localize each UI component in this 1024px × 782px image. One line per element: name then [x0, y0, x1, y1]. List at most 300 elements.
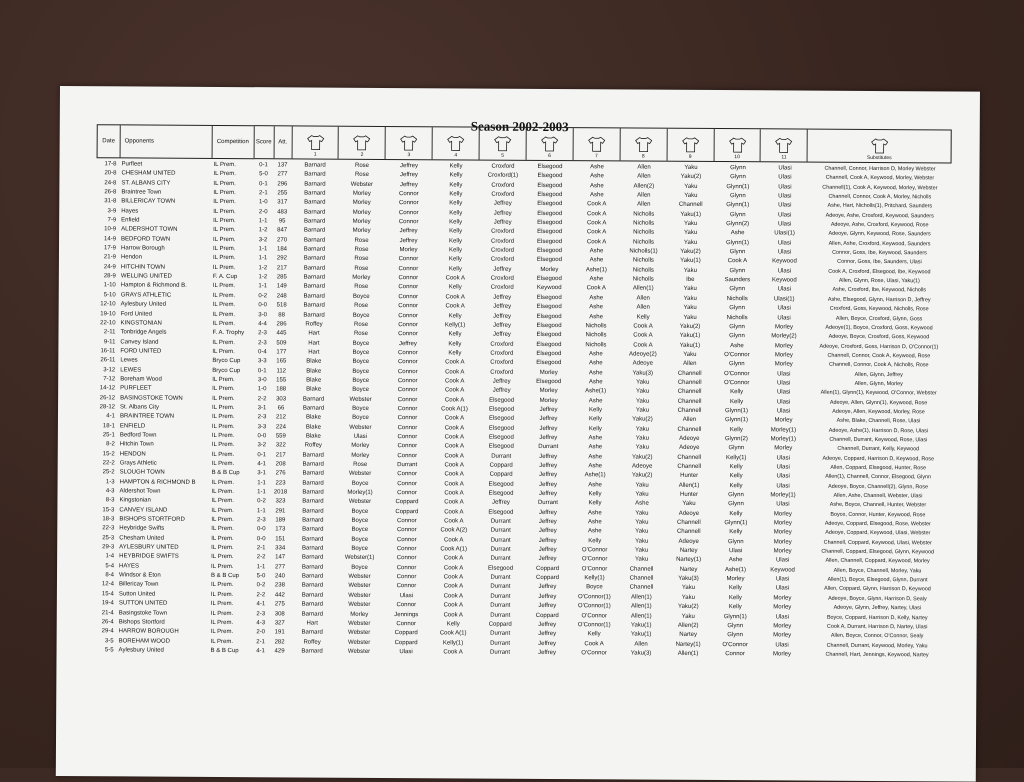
player-7-cell: Cook A: [586, 238, 607, 246]
attendance-cell: 208: [275, 461, 286, 468]
player-6-cell: Morley: [539, 397, 558, 404]
player-10-cell: Glynn: [729, 333, 745, 340]
player-5-cell: Durrant: [490, 593, 511, 600]
opponent-cell: BILLERICAY TOWN: [121, 198, 176, 206]
competition-cell: IL Prem.: [212, 339, 235, 346]
attendance-cell: 217: [276, 265, 287, 272]
opponent-cell: Aylesbury United: [120, 301, 166, 308]
opponent-cell: Aylesbury United: [118, 647, 164, 654]
player-9-cell: Adeoye: [678, 538, 699, 545]
player-10-cell: Glynn: [730, 165, 746, 172]
player-5-cell: Jeffrey: [493, 294, 512, 301]
player-10-cell: Glynn: [728, 492, 744, 499]
opponent-cell: ALDERSHOT TOWN: [121, 226, 178, 234]
opponent-cell: SUTTON UNITED: [118, 600, 168, 607]
player-4-cell: Cook A: [444, 499, 464, 506]
player-5-cell: Elsegood: [488, 490, 514, 497]
player-9-cell: Yaku: [684, 183, 698, 190]
player-9-cell: Ibe: [686, 276, 695, 284]
attendance-cell: 240: [274, 573, 286, 580]
player-7-cell: Kelly: [588, 537, 602, 545]
player-10-cell: Glynn: [729, 267, 746, 274]
player-11-cell: Morley: [774, 352, 793, 359]
player-8-cell: Yaku: [635, 491, 649, 498]
competition-cell: Bryco Cup: [212, 367, 241, 374]
header-attendance: Att.: [274, 126, 292, 158]
substitutes-cell: Channell, Connor, Cook A, Morley, Nicholls: [828, 193, 932, 201]
player-3-cell: Connor: [396, 536, 417, 543]
player-1-cell: Barnard: [303, 227, 326, 235]
player-2-cell: Morley: [352, 218, 371, 225]
competition-cell: IL Prem.: [210, 619, 234, 626]
competition-cell: IL Prem.: [211, 507, 234, 514]
competition-cell: IL Prem.: [212, 395, 235, 402]
attendance-cell: 518: [276, 302, 287, 309]
competition-cell: IL Prem.: [210, 610, 234, 617]
attendance-cell: 317: [277, 199, 288, 206]
player-7-cell: Ashe: [589, 295, 604, 302]
player-11-cell: Ulasi: [775, 641, 789, 648]
shirt-number: 11: [781, 154, 787, 161]
player-10-cell: Glynn: [727, 632, 744, 639]
player-9-cell: Yaku: [683, 267, 698, 274]
opponent-cell: BRAINTREE TOWN: [119, 413, 175, 420]
attendance-cell: 296: [277, 181, 288, 188]
attendance-cell: 442: [274, 592, 285, 599]
player-8-cell: Nicholls: [632, 276, 654, 283]
player-1-cell: Barnard: [304, 162, 326, 169]
player-11-cell: Ulasi: [775, 585, 790, 592]
player-6-cell: Elsegood: [536, 341, 562, 348]
player-8-cell: Allen: [637, 164, 651, 171]
player-8-cell: Yaku: [635, 538, 649, 545]
player-2-cell: Morley: [352, 228, 371, 235]
player-11-cell: Ulasi: [778, 212, 792, 219]
player-4-cell: Kelly: [448, 350, 462, 357]
player-9-cell: Hunter: [679, 491, 699, 498]
player-11-cell: Morley(2): [771, 333, 797, 340]
player-3-cell: Durrant: [397, 462, 418, 469]
player-10-cell: Kelly: [729, 482, 743, 489]
substitutes-cell: Connor, Goss, Ibe, Keywood, Saunders: [832, 249, 927, 257]
player-6-cell: Jeffrey: [539, 453, 558, 460]
date-cell: 17-9: [103, 245, 117, 252]
player-4-cell: Cook A(2): [440, 527, 468, 534]
player-11-cell: Morley: [774, 342, 793, 350]
player-4-cell: Cook A: [444, 537, 464, 544]
player-8-cell: Allen: [636, 295, 650, 302]
player-1-cell: Barnard: [303, 218, 326, 225]
player-6-cell: Coppard: [535, 575, 560, 582]
player-1-cell: Blake: [305, 424, 321, 431]
player-5-cell: Durrant: [490, 518, 511, 525]
player-3-cell: Connor: [397, 424, 418, 431]
player-8-cell: Yaku: [635, 547, 649, 554]
player-11-cell: Ulasi: [777, 314, 791, 321]
player-3-cell: Connor: [396, 546, 417, 553]
player-4-cell: Cook A: [443, 649, 463, 656]
player-8-cell: Cook A: [633, 332, 653, 339]
competition-cell: IL Prem.: [213, 171, 236, 178]
player-5-cell: Croxford: [490, 257, 514, 264]
player-5-cell: Durrant: [490, 602, 511, 609]
shirt-icon: [352, 135, 372, 151]
header-substitutes: [808, 130, 951, 163]
substitutes-cell: Allen, Coppard, Elsegood, Hunter, Rose: [830, 464, 926, 472]
date-cell: 8-2: [106, 441, 115, 448]
player-10-cell: Glynn(2): [724, 436, 748, 443]
score-cell: 1-2: [258, 264, 268, 272]
player-8-cell: Cook A: [633, 342, 653, 349]
player-11-cell: Ulasi(1): [773, 296, 795, 303]
player-2-cell: Rose: [353, 330, 369, 338]
shirt-number: 5: [501, 152, 505, 159]
opponent-cell: PURFLEET: [120, 385, 152, 392]
player-10-cell: Glynn(1): [724, 520, 748, 527]
date-cell: 25-3: [102, 535, 115, 542]
substitutes-cell: Adeoye, Glynn, Jeffrey, Nartey, Ulasi: [833, 604, 922, 612]
player-8-cell: Allen(1): [630, 612, 652, 620]
player-2-cell: Morley: [352, 200, 371, 207]
player-9-cell: Channell: [676, 519, 701, 526]
date-cell: 15-2: [102, 450, 115, 457]
player-1-cell: Barnard: [303, 283, 325, 291]
date-cell: 12-10: [100, 301, 116, 308]
player-3-cell: Connor: [396, 555, 417, 562]
player-6-cell: Jeffrey: [539, 406, 558, 413]
attendance-cell: 173: [275, 526, 286, 533]
player-1-cell: Barnard: [301, 629, 323, 636]
player-4-cell: Cook A: [443, 583, 464, 590]
score-cell: 4-1: [256, 601, 266, 608]
player-4-cell: Cook A: [444, 453, 464, 460]
score-cell: 3-3: [257, 423, 267, 430]
player-9-cell: Channell: [677, 398, 702, 405]
competition-cell: IL Prem.: [210, 582, 234, 589]
player-11-cell: Morley(1): [770, 492, 796, 499]
player-5-cell: Coppard: [489, 462, 513, 469]
score-cell: 2-3: [256, 517, 266, 524]
player-7-cell: Kelly: [588, 416, 602, 423]
player-6-cell: Elsegood: [537, 182, 563, 189]
player-9-cell: Channell: [678, 202, 703, 209]
opponent-cell: Kingstonian: [119, 497, 151, 504]
player-3-cell: Connor: [398, 275, 419, 282]
player-11-cell: Ulasi: [778, 165, 792, 172]
header-date: Date: [98, 125, 121, 157]
player-1-cell: Roffey: [304, 442, 322, 449]
player-2-cell: Morley: [352, 190, 371, 197]
player-1-cell: Barnard: [302, 396, 325, 403]
player-6-cell: Elsegood: [536, 313, 562, 320]
player-10-cell: Ulasi: [728, 548, 743, 555]
date-cell: 22-3: [102, 525, 115, 532]
opponent-cell: BISHOPS STORTFORD: [119, 516, 185, 523]
player-4-cell: Kelly: [448, 312, 462, 319]
player-8-cell: Yaku: [635, 407, 650, 414]
attendance-cell: 483: [277, 209, 288, 216]
score-cell: 1-1: [258, 283, 268, 290]
player-3-cell: Jeffrey: [399, 228, 418, 235]
player-8-cell: Allen: [636, 304, 650, 311]
player-8-cell: Yaku(3): [630, 650, 652, 657]
player-10-cell: Glynn: [728, 361, 745, 368]
attendance-cell: 509: [276, 339, 287, 346]
date-cell: 8-4: [105, 572, 115, 579]
player-4-cell: Kelly: [446, 621, 460, 628]
player-5-cell: Jeffrey: [493, 210, 512, 217]
score-cell: 0-1: [259, 180, 268, 187]
player-9-cell: Channell: [677, 370, 702, 377]
substitutes-cell: Adeoye, Ashe(1), Harrison D, Rose, Ulasi: [828, 427, 929, 434]
date-cell: 24-8: [104, 179, 117, 187]
player-4-cell: Cook A: [444, 471, 464, 478]
date-cell: 12-4: [101, 581, 114, 588]
player-10-cell: Glynn: [727, 538, 744, 545]
player-1-cell: Barnard: [303, 246, 326, 253]
player-7-cell: Ashe: [588, 444, 603, 451]
substitutes-cell: Channell, Hart, Jennings, Keywood, Nartey: [825, 651, 929, 659]
score-cell: 2-3: [258, 330, 267, 337]
opponent-cell: Ford United: [120, 310, 152, 318]
player-11-cell: Keywood: [771, 277, 797, 284]
substitutes-cell: Channell, Connor, Harrison D, Morley Webster: [824, 165, 936, 173]
player-10-cell: Glynn: [728, 445, 745, 452]
player-9-cell: Yaku(1): [680, 258, 701, 265]
player-9-cell: Yaku: [683, 314, 697, 321]
player-5-cell: Durrant: [490, 574, 511, 581]
player-1-cell: Barnard: [301, 564, 324, 571]
player-7-cell: Kelly(1): [584, 575, 605, 582]
player-5-cell: Croxford(1): [487, 172, 519, 180]
player-2-cell: Boyce: [352, 415, 369, 422]
player-11-cell: Morley: [773, 623, 792, 630]
player-5-cell: Durrant: [490, 630, 511, 637]
player-9-cell: Yaku: [684, 164, 698, 171]
substitutes-cell: Allen, Glynn, Jeffrey: [854, 371, 903, 378]
substitutes-cell: Channell, Coppard, Elsegood, Glynn, Keywood: [821, 548, 935, 556]
player-4-cell: Cook A: [444, 509, 464, 516]
player-2-cell: Webster: [350, 181, 374, 188]
player-4-cell: Kelly: [448, 266, 462, 273]
player-11-cell: Ulasi: [777, 221, 792, 228]
competition-cell: IL Prem.: [213, 236, 236, 243]
score-cell: 5-0: [256, 573, 266, 580]
date-cell: 1-10: [103, 282, 116, 289]
player-11-cell: Ulasi: [776, 408, 791, 415]
competition-cell: IL Prem.: [212, 311, 236, 318]
player-7-cell: Kelly: [588, 500, 602, 507]
player-1-cell: Hart: [308, 330, 320, 337]
player-4-cell: Kelly: [448, 284, 462, 291]
attendance-cell: 184: [276, 246, 288, 253]
player-6-cell: Jeffrey: [538, 509, 557, 516]
player-2-cell: Webster: [348, 629, 371, 637]
player-3-cell: Connor: [397, 387, 418, 394]
player-2-cell: Boyce: [352, 312, 370, 319]
player-1-cell: Barnard: [303, 302, 325, 309]
date-cell: 19-4: [101, 600, 114, 607]
score-cell: 2-1: [256, 545, 266, 552]
player-8-cell: Yaku: [635, 519, 649, 526]
competition-cell: IL Prem.: [213, 199, 236, 206]
player-5-cell: Durrant: [491, 453, 512, 460]
player-11-cell: Ulasi: [778, 193, 792, 200]
player-9-cell: Hunter: [680, 473, 699, 480]
date-cell: 5-4: [105, 563, 115, 570]
competition-cell: IL Prem.: [213, 227, 236, 234]
attendance-cell: 2018: [273, 489, 288, 496]
player-6-cell: Jeffrey: [538, 518, 557, 526]
player-2-cell: Rose: [354, 172, 369, 179]
date-cell: 4-3: [105, 488, 115, 495]
player-1-cell: Barnard: [304, 190, 326, 197]
opponent-cell: ST. ALBANS CITY: [121, 180, 171, 187]
score-cell: 0-2: [256, 582, 266, 589]
opponent-cell: SLOUGH TOWN: [119, 469, 165, 476]
substitutes-cell: Ashe, Croxford, Ibe, Keywood, Nicholls: [832, 287, 927, 294]
player-3-cell: Connor: [397, 443, 418, 450]
competition-cell: B & B Cup: [210, 573, 240, 580]
date-cell: 10-9: [104, 226, 117, 233]
attendance-cell: 95: [278, 218, 286, 225]
competition-cell: IL Prem.: [212, 348, 235, 355]
attendance-cell: 308: [274, 610, 285, 617]
player-8-cell: Yaku(2): [631, 454, 653, 461]
competition-cell: IL Prem.: [213, 218, 236, 225]
attendance-cell: 847: [277, 227, 288, 234]
player-1-cell: Barnard: [302, 536, 324, 543]
date-cell: 17-8: [104, 161, 117, 168]
substitutes-cell: Cook A, Durrant, Harrison D, Nartey, Ulasi: [826, 623, 928, 631]
player-6-cell: Jeffrey: [538, 593, 557, 600]
score-cell: 3-0: [257, 377, 267, 384]
player-4-cell: Cook A: [444, 462, 464, 469]
attendance-cell: 292: [276, 255, 287, 262]
player-1-cell: Barnard: [302, 498, 324, 505]
player-4-cell: Cook A: [444, 481, 464, 488]
player-10-cell: Glynn: [729, 286, 746, 293]
date-cell: 25-2: [102, 469, 115, 476]
player-4-cell: Cook A: [444, 424, 465, 432]
player-10-cell: Connor: [725, 650, 745, 658]
player-7-cell: O'Connor: [581, 650, 607, 657]
player-5-cell: Coppard: [489, 471, 513, 479]
player-3-cell: Connor: [396, 527, 417, 534]
player-1-cell: Blake: [305, 414, 321, 421]
player-5-cell: Croxford: [491, 163, 515, 170]
score-cell: 1-1: [258, 246, 268, 253]
player-1-cell: Roffey: [303, 639, 321, 646]
player-3-cell: Connor: [398, 200, 419, 207]
player-7-cell: Ashe(1): [585, 266, 607, 274]
player-3-cell: Connor: [397, 415, 418, 422]
player-8-cell: Nicholls: [633, 220, 655, 227]
player-6-cell: Coppard: [536, 565, 560, 572]
player-9-cell: Nartey: [679, 631, 698, 639]
player-2-cell: Webster: [348, 601, 371, 609]
player-10-cell: Ashe(1): [725, 566, 747, 573]
attendance-cell: 224: [275, 423, 286, 431]
date-cell: 31-8: [104, 198, 117, 205]
player-2-cell: Boyce: [352, 359, 370, 366]
score-cell: 0-0: [256, 535, 266, 543]
player-5-cell: Durrant: [490, 584, 511, 591]
player-6-cell: Jeffrey: [539, 490, 557, 498]
player-9-cell: Nartey: [679, 566, 698, 573]
player-11-cell: Morley: [774, 445, 793, 452]
date-cell: 14-9: [104, 236, 117, 243]
player-6-cell: Elsegood: [536, 378, 562, 385]
opponent-cell: CANVEY ISLAND: [119, 507, 168, 514]
player-6-cell: Elsegood: [537, 191, 563, 199]
date-cell: 14-12: [99, 385, 116, 392]
substitutes-cell: Adeoye, Croxford, Goss, Harrison D, O'Connor(1): [819, 343, 939, 350]
player-9-cell: Yaku: [681, 594, 696, 601]
opponent-cell: Sutton United: [118, 591, 156, 598]
player-6-cell: Jeffrey: [538, 649, 557, 656]
substitutes-cell: Channell, Durrant, Keywood, Rose, Ulasi: [829, 436, 928, 444]
player-6-cell: Elsegood: [537, 173, 563, 180]
player-7-cell: Kelly: [588, 425, 602, 432]
shirt-icon: [493, 136, 513, 152]
header-shirt-6: [527, 128, 574, 160]
player-4-cell: Cook A(1): [441, 406, 468, 413]
player-2-cell: Boyce: [352, 405, 369, 412]
score-cell: 4-1: [256, 648, 265, 655]
player-5-cell: Jeffrey: [491, 500, 510, 507]
player-4-cell: Kelly: [449, 191, 463, 198]
header-opponents: Opponents: [121, 125, 213, 158]
opponent-cell: Basingstoke Town: [118, 609, 168, 617]
competition-cell: IL Prem.: [213, 189, 236, 197]
substitutes-cell: Ashe, Hart, Nicholls(1), Pritchard, Saunders: [827, 203, 933, 210]
score-cell: 1-2: [258, 274, 268, 281]
competition-cell: IL Prem.: [212, 302, 236, 309]
player-8-cell: Yaku: [635, 528, 649, 536]
player-9-cell: Yaku: [684, 192, 698, 199]
date-cell: 5-5: [104, 647, 114, 654]
player-11-cell: Ulasi: [776, 398, 791, 406]
player-8-cell: Allen(1): [632, 285, 654, 293]
date-cell: 21-4: [101, 609, 114, 616]
player-2-cell: Rose: [354, 265, 369, 272]
player-7-cell: O'Connor: [581, 547, 608, 554]
player-7-cell: Boyce: [586, 584, 603, 591]
player-4-cell: Cook A: [444, 378, 465, 385]
substitutes-cell: Channell, Durrant, Kelly, Keywood: [837, 446, 920, 453]
player-7-cell: Cook A: [587, 210, 607, 218]
player-5-cell: Elsegood: [488, 425, 514, 432]
date-cell: 18-1: [102, 422, 115, 429]
date-cell: 7-12: [103, 376, 116, 383]
substitutes-cell: Allen, Ashe, Croxford, Keywood, Saunders: [828, 240, 931, 248]
player-8-cell: Yaku: [635, 482, 649, 489]
competition-cell: IL Prem.: [211, 451, 235, 458]
player-9-cell: Adeoye: [679, 435, 700, 442]
player-4-cell: Kelly(1): [442, 639, 464, 647]
attendance-cell: 327: [274, 620, 285, 627]
date-cell: 3-5: [104, 637, 114, 644]
player-11-cell: Keywood: [772, 258, 797, 265]
date-cell: 22-2: [102, 460, 115, 467]
attendance-cell: 149: [276, 283, 287, 290]
opponent-cell: Hayes: [121, 208, 139, 215]
player-3-cell: Connor: [397, 490, 417, 497]
player-11-cell: Morley(1): [770, 426, 797, 434]
header-shirt-4: [433, 127, 480, 159]
competition-cell: IL Prem.: [210, 601, 234, 608]
